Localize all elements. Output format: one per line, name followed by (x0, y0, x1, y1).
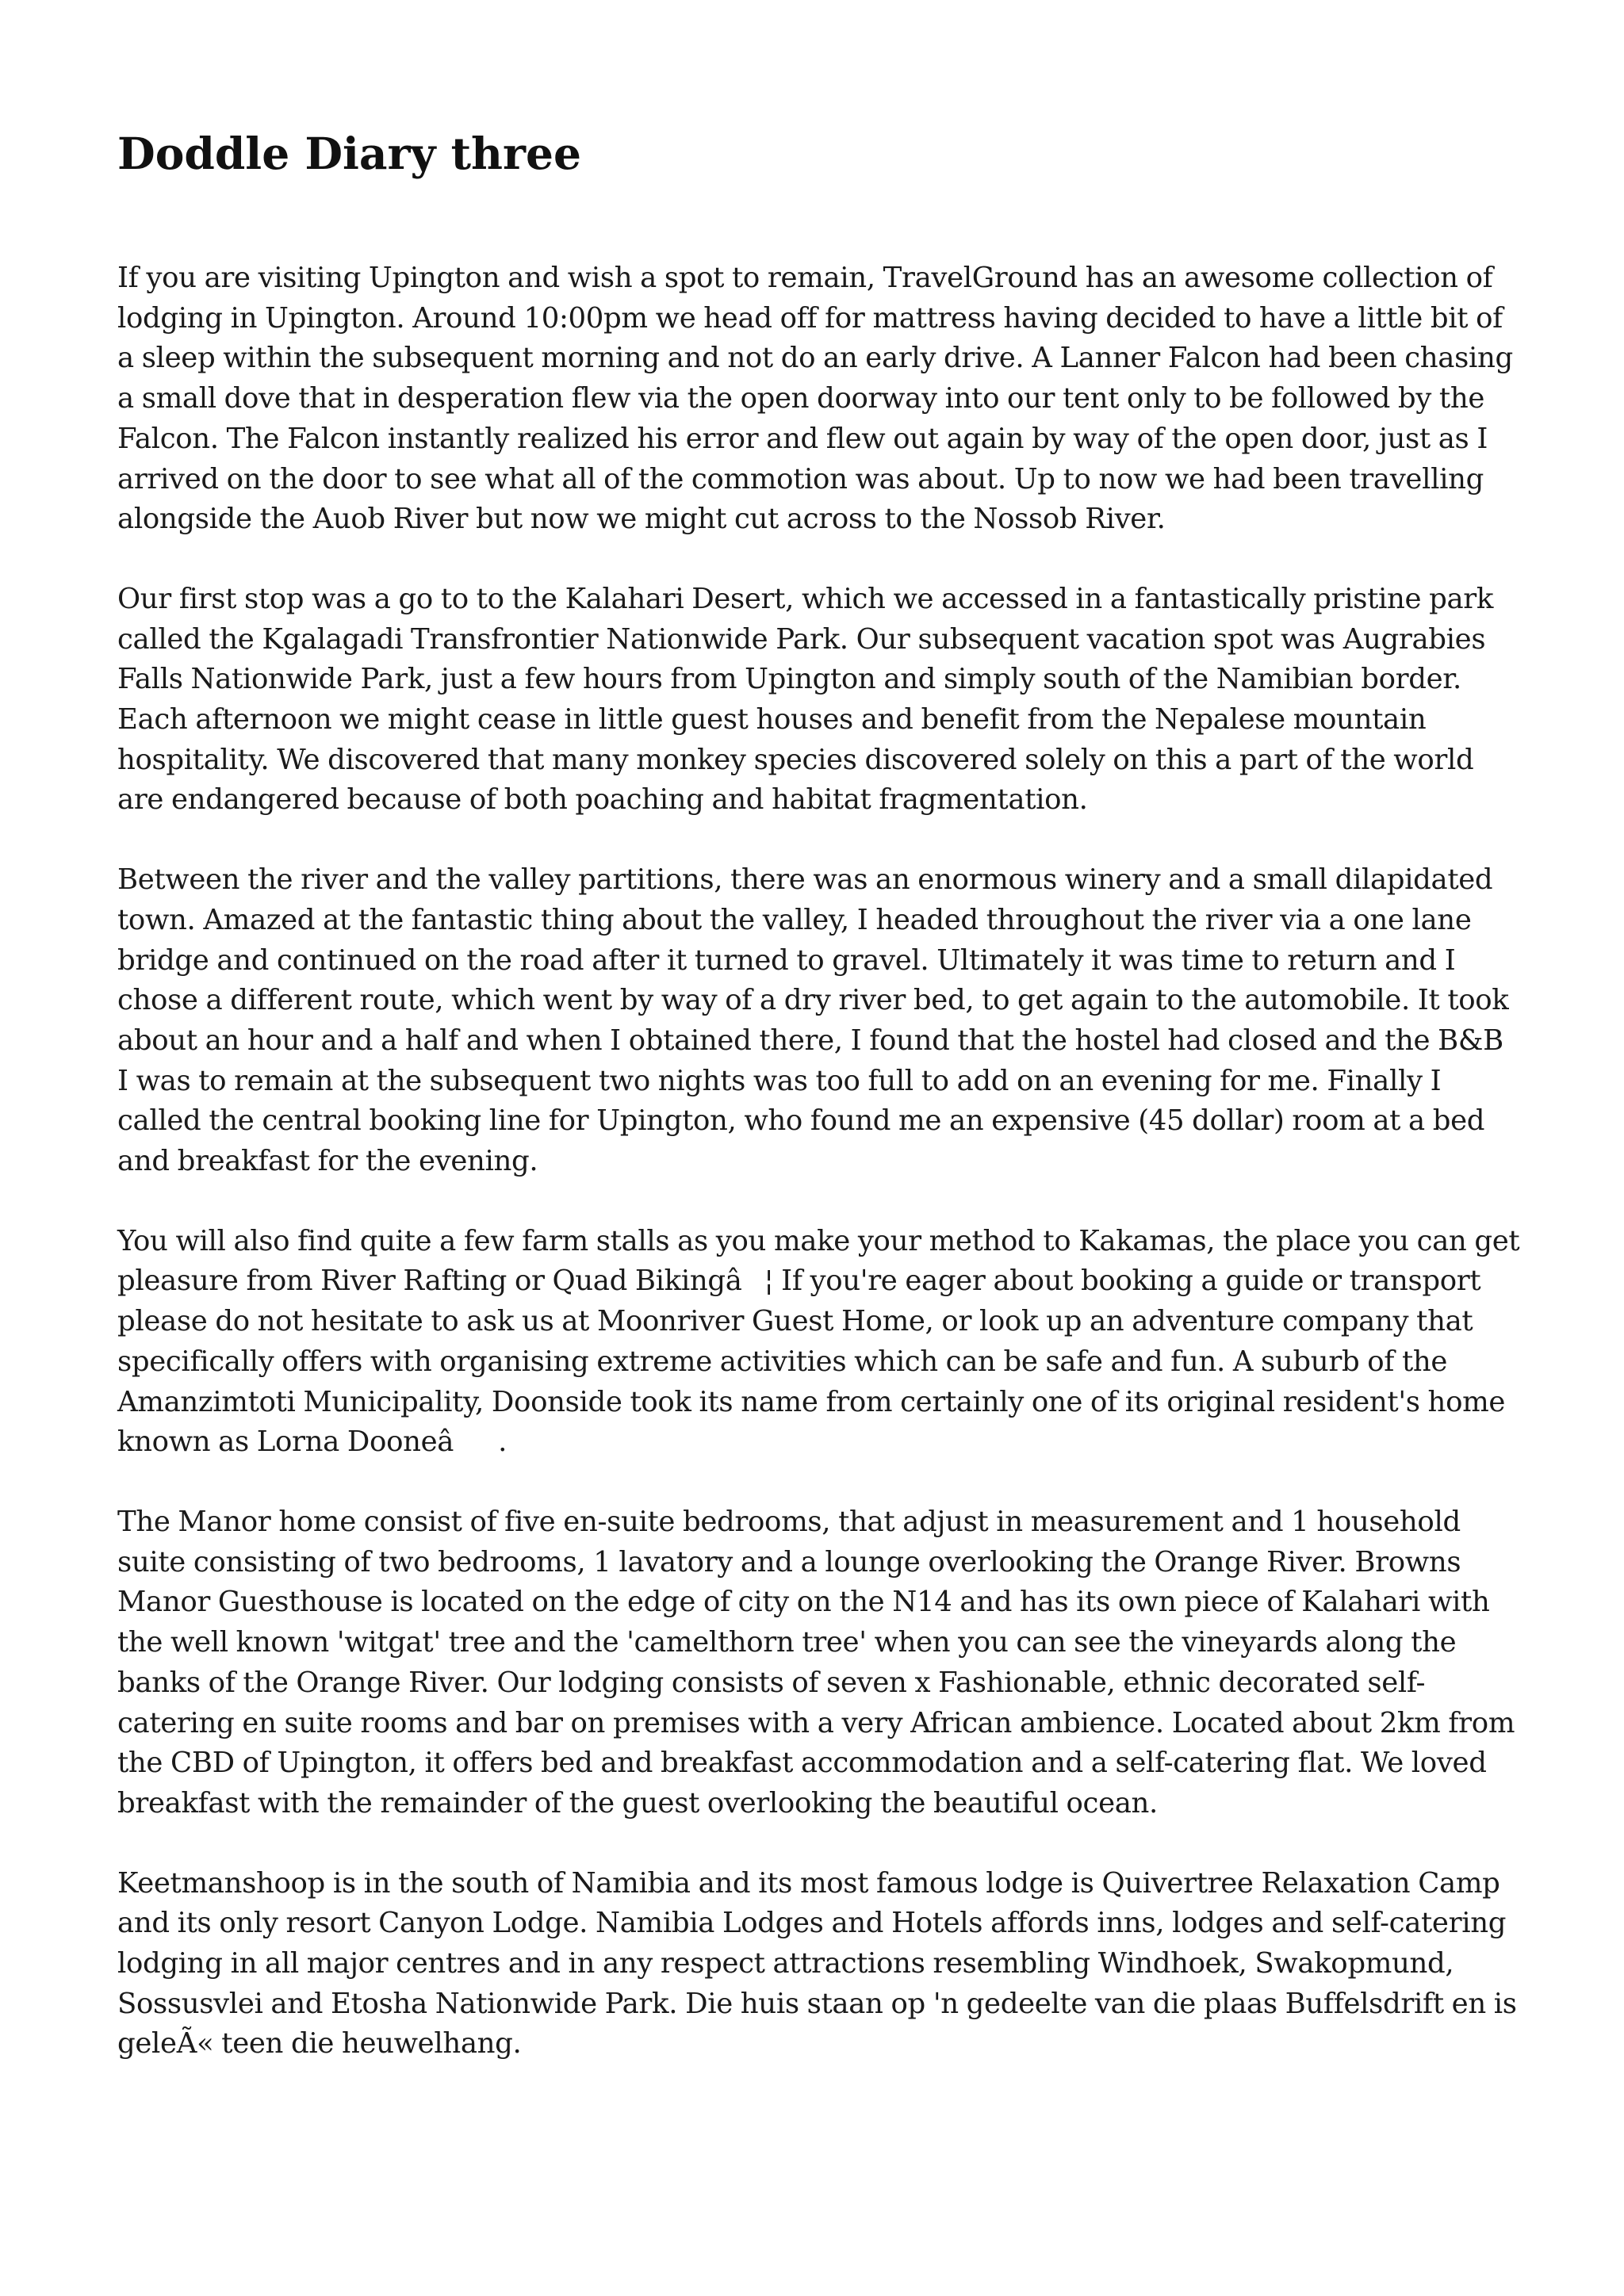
paragraph-4: You will also find quite a few farm stalls as you make your method to Kakamas, the place you can get pleasure from River Rafting or Quad Bikingâ¦ If you're eager about booking a guide or transport please do not hesitate to ask us at Moonriver Guest Home, or look up an adventure company that specifically offers with organising extreme activities which can be safe and fun. A suburb of the Amanzimtoti Municipality, Doonside took its name from certainly one of its original resident's home known as Lorna Dooneâ. (117, 1224, 1520, 1459)
page-title: Doddle Diary three (117, 128, 581, 179)
document-page (117, 125, 1521, 2061)
paragraph-1: If you are visiting Upington and wish a spot to remain, TravelGround has an awesome collection of lodging in Upington. Around 10:00pm we head off for mattress having decided to have a little bit of a sleep within the subsequent morning and not do an early drive. A Lanner Falcon had been chasing a small dove that in desperation flew via the open doorway into our tent only to be followed by the Falcon. The Falcon instantly realized his error and flew out again by way of the open door, just as I arrived on the door to see what all of the commotion was about. Up to now we had been travelling alongside the Auob River but now we might cut across to the Nossob River. (117, 262, 1513, 536)
paragraph-6: Keetmanshoop is in the south of Namibia and its most famous lodge is Quivertree Relaxation Camp and its only resort Canyon Lodge. Namibia Lodges and Hotels affords inns, lodges and self-catering lodging in all major centres and in any respect attractions resembling Windhoek, Swakopmund, Sossusvlei and Etosha Nationwide Park. Die huis staan op 'n gedeelte van die plaas Buffelsdrift en is geleÃ« teen die heuwelhang. (117, 1866, 1517, 2061)
paragraph-5: The Manor home consist of five en-suite bedrooms, that adjust in measurement and 1 household suite consisting of two bedrooms, 1 lavatory and a lounge overlooking the Orange River. Browns Manor Guesthouse is located on the edge of city on the N14 and has its own piece of Kalahari with the well known 'witgat' tree and the 'camelthorn tree' when you can see the vineyards along the banks of the Orange River. Our lodging consists of seven x Fashionable, ethnic decorated self-catering en suite rooms and bar on premises with a very African ambience. Located about 2km from the CBD of Upington, it offers bed and breakfast accommodation and a self-catering flat. We loved breakfast with the remainder of the guest overlooking the beautiful ocean. (117, 1505, 1515, 1820)
article-body (117, 258, 1521, 2104)
paragraph-3: Between the river and the valley partitions, there was an enormous winery and a small dilapidated town. Amazed at the fantastic thing about the valley, I headed throughout the river via a one lane bridge and continued on the road after it turned to gravel. Ultimately it was time to return and I chose a different route, which went by way of a dry river bed, to get again to the automobile. It took about an hour and a half and when I obtained there, I found that the hostel had closed and the B&B I was to remain at the subsequent two nights was too full to add on an evening for me. Finally I called the central booking line for Upington, who found me an expensive (45 dollar) room at a bed and breakfast for the evening. (117, 863, 1509, 1178)
paragraph-2: Our first stop was a go to to the Kalahari Desert, which we accessed in a fantastically pristine park called the Kgalagadi Transfrontier Nationwide Park. Our subsequent vacation spot was Augrabies Falls Nationwide Park, just a few hours from Upington and simply south of the Namibian border. Each afternoon we might cease in little guest houses and benefit from the Nepalese mountain hospitality. We discovered that many monkey species discovered solely on this a part of the world are endangered because of both poaching and habitat fragmentation. (117, 582, 1494, 817)
